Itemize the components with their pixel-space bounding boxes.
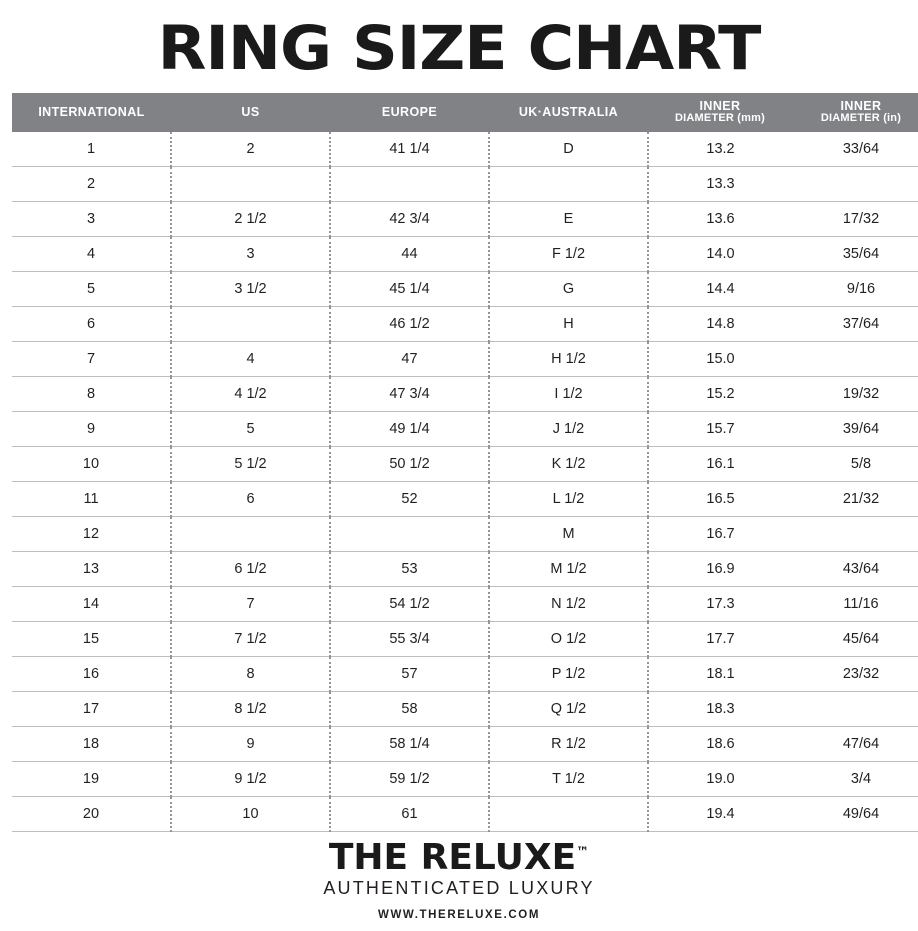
table-cell: 10 — [12, 446, 171, 481]
table-header — [12, 93, 918, 132]
table-cell: 6 1/2 — [171, 551, 330, 586]
table-cell: 45/64 — [792, 621, 918, 656]
table-row — [12, 306, 918, 341]
table-cell: D — [489, 132, 648, 167]
brand-name — [328, 836, 590, 878]
table-row — [12, 726, 918, 761]
table-cell — [171, 306, 330, 341]
table-cell: 18.3 — [648, 691, 792, 726]
table-cell: 3 — [12, 201, 171, 236]
table-row — [12, 796, 918, 831]
table-cell: 17 — [12, 691, 171, 726]
table-cell: I 1/2 — [489, 376, 648, 411]
table-cell: O 1/2 — [489, 621, 648, 656]
column-header-inner-diameter-mm — [648, 93, 792, 132]
table-cell: 14 — [12, 586, 171, 621]
table-cell: 42 3/4 — [330, 201, 489, 236]
table-cell: 23/32 — [792, 656, 918, 691]
table-cell — [792, 166, 918, 201]
table-cell — [330, 516, 489, 551]
table-cell: 5 — [171, 411, 330, 446]
table-cell: 15.7 — [648, 411, 792, 446]
table-row — [12, 586, 918, 621]
table-cell: 5/8 — [792, 446, 918, 481]
table-cell: 6 — [12, 306, 171, 341]
table-cell — [792, 341, 918, 376]
table-cell: 12 — [12, 516, 171, 551]
table-row — [12, 201, 918, 236]
table-cell: 37/64 — [792, 306, 918, 341]
table-cell: 8 — [171, 656, 330, 691]
table-cell: 41 1/4 — [330, 132, 489, 167]
table-cell — [489, 166, 648, 201]
table-cell: 7 — [12, 341, 171, 376]
table-cell: L 1/2 — [489, 481, 648, 516]
table-cell: H — [489, 306, 648, 341]
table-row — [12, 691, 918, 726]
page-title: RING SIZE CHART — [157, 13, 761, 84]
table-cell: 16.9 — [648, 551, 792, 586]
table-cell: 50 1/2 — [330, 446, 489, 481]
table-cell: 33/64 — [792, 132, 918, 167]
table-cell: 16.7 — [648, 516, 792, 551]
table-cell: F 1/2 — [489, 236, 648, 271]
table-cell: 14.4 — [648, 271, 792, 306]
table-cell: 16.1 — [648, 446, 792, 481]
table-cell: 61 — [330, 796, 489, 831]
table-cell: 3/4 — [792, 761, 918, 796]
column-header-inner-diameter-mm-label: INNER — [699, 99, 741, 113]
table-row — [12, 551, 918, 586]
table-cell: 43/64 — [792, 551, 918, 586]
column-header-inner-diameter-in — [792, 93, 918, 132]
table-cell: 18 — [12, 726, 171, 761]
table-cell: 58 1/4 — [330, 726, 489, 761]
table-row — [12, 656, 918, 691]
table-cell: 21/32 — [792, 481, 918, 516]
table-cell: 53 — [330, 551, 489, 586]
table-header-row — [12, 93, 918, 132]
table-cell: 11/16 — [792, 586, 918, 621]
table-cell: T 1/2 — [489, 761, 648, 796]
table-cell: 17.7 — [648, 621, 792, 656]
table-row — [12, 761, 918, 796]
table-cell: 4 — [12, 236, 171, 271]
table-row — [12, 411, 918, 446]
table-cell: 15 — [12, 621, 171, 656]
table-cell — [489, 796, 648, 831]
table-cell — [330, 166, 489, 201]
table-cell: 7 — [171, 586, 330, 621]
table-cell: 9 — [171, 726, 330, 761]
table-cell: 2 — [12, 166, 171, 201]
table-cell: 35/64 — [792, 236, 918, 271]
table-row — [12, 376, 918, 411]
table-row — [12, 516, 918, 551]
table-body — [12, 132, 918, 832]
table-cell: 14.0 — [648, 236, 792, 271]
brand-tagline: AUTHENTICATED LUXURY — [323, 877, 595, 898]
table-cell: 19 — [12, 761, 171, 796]
table-cell: 10 — [171, 796, 330, 831]
table-cell: 18.1 — [648, 656, 792, 691]
table-cell: M 1/2 — [489, 551, 648, 586]
table-cell: M — [489, 516, 648, 551]
table-cell: 4 1/2 — [171, 376, 330, 411]
table-cell: 47 — [330, 341, 489, 376]
table-cell: 2 1/2 — [171, 201, 330, 236]
column-header-us-label: US — [241, 104, 260, 119]
table-cell: 59 1/2 — [330, 761, 489, 796]
table-cell — [171, 166, 330, 201]
table-row — [12, 341, 918, 376]
table-cell: 58 — [330, 691, 489, 726]
table-cell: 47/64 — [792, 726, 918, 761]
table-cell: 9/16 — [792, 271, 918, 306]
table-cell: 2 — [171, 132, 330, 167]
table-cell: 8 — [12, 376, 171, 411]
table-cell: 19.4 — [648, 796, 792, 831]
column-header-europe — [330, 93, 489, 132]
table-cell: 44 — [330, 236, 489, 271]
table-cell: 9 — [12, 411, 171, 446]
table-row — [12, 621, 918, 656]
table-cell: 55 3/4 — [330, 621, 489, 656]
footer — [12, 832, 906, 931]
table-cell: 3 — [171, 236, 330, 271]
table-cell: 16 — [12, 656, 171, 691]
table-cell: H 1/2 — [489, 341, 648, 376]
table-cell: 9 1/2 — [171, 761, 330, 796]
table-cell: 57 — [330, 656, 489, 691]
brand-url: WWW.THERELUXE.COM — [378, 908, 540, 921]
table-cell: 17/32 — [792, 201, 918, 236]
table-cell: 1 — [12, 132, 171, 167]
table-cell: 20 — [12, 796, 171, 831]
column-header-us — [171, 93, 330, 132]
table-cell: 15.0 — [648, 341, 792, 376]
table-cell: 15.2 — [648, 376, 792, 411]
table-cell: 6 — [171, 481, 330, 516]
table-cell: 13 — [12, 551, 171, 586]
table-cell: J 1/2 — [489, 411, 648, 446]
table-cell: E — [489, 201, 648, 236]
table-row — [12, 132, 918, 167]
table-cell — [792, 691, 918, 726]
table-cell — [171, 516, 330, 551]
table-cell: 14.8 — [648, 306, 792, 341]
table-cell: R 1/2 — [489, 726, 648, 761]
table-cell: 3 1/2 — [171, 271, 330, 306]
table-cell: Q 1/2 — [489, 691, 648, 726]
table-cell: 4 — [171, 341, 330, 376]
table-cell: 13.2 — [648, 132, 792, 167]
table-cell — [792, 516, 918, 551]
trademark-symbol: ™ — [576, 844, 590, 860]
table-row — [12, 481, 918, 516]
table-cell: 8 1/2 — [171, 691, 330, 726]
table-cell: 45 1/4 — [330, 271, 489, 306]
table-cell: 17.3 — [648, 586, 792, 621]
column-header-europe-label: EUROPE — [381, 104, 438, 119]
table-cell: N 1/2 — [489, 586, 648, 621]
table-cell: 11 — [12, 481, 171, 516]
brand-name-text: THE RELUXE — [328, 836, 577, 878]
column-header-inner-diameter-in-sub: DIAMETER (in) — [820, 112, 902, 125]
table-cell: 19/32 — [792, 376, 918, 411]
table-cell: 47 3/4 — [330, 376, 489, 411]
table-row — [12, 166, 918, 201]
table-cell: K 1/2 — [489, 446, 648, 481]
table-cell: P 1/2 — [489, 656, 648, 691]
table-cell: 13.6 — [648, 201, 792, 236]
table-cell: 18.6 — [648, 726, 792, 761]
table-cell: G — [489, 271, 648, 306]
table-cell: 5 — [12, 271, 171, 306]
column-header-international — [12, 93, 171, 132]
column-header-uk-australia-label: UK·AUSTRALIA — [518, 104, 619, 119]
table-row — [12, 446, 918, 481]
table-cell: 54 1/2 — [330, 586, 489, 621]
table-cell: 7 1/2 — [171, 621, 330, 656]
table-row — [12, 236, 918, 271]
table-cell: 39/64 — [792, 411, 918, 446]
table-cell: 19.0 — [648, 761, 792, 796]
ring-size-table — [12, 93, 918, 832]
column-header-international-label: INTERNATIONAL — [38, 104, 145, 119]
table-cell: 49/64 — [792, 796, 918, 831]
table-cell: 49 1/4 — [330, 411, 489, 446]
table-cell: 5 1/2 — [171, 446, 330, 481]
table-cell: 16.5 — [648, 481, 792, 516]
column-header-inner-diameter-in-label: INNER — [840, 99, 882, 113]
table-row — [12, 271, 918, 306]
table-cell: 46 1/2 — [330, 306, 489, 341]
column-header-inner-diameter-mm-sub: DIAMETER (mm) — [675, 112, 765, 125]
table-cell: 52 — [330, 481, 489, 516]
column-header-uk-australia — [489, 93, 648, 132]
table-cell: 13.3 — [648, 166, 792, 201]
